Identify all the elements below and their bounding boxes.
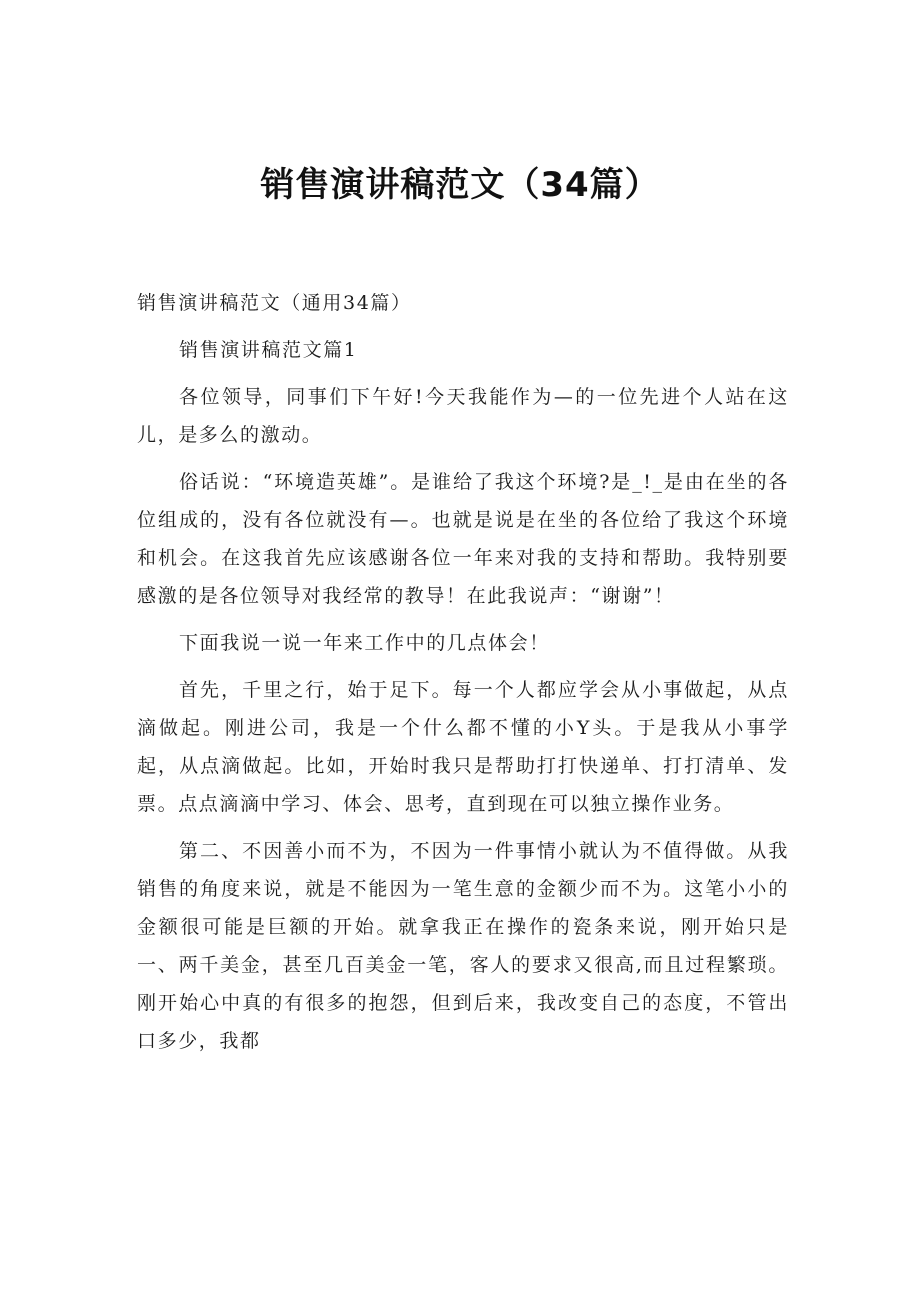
paragraph-first-point: 首先，千里之行，始于足下。每一个人都应学会从小事做起，从点滴做起。刚进公司，我是一个什么都不懂的小Y头。于是我从小事学起，从点滴做起。比如，开始时我只是帮助打打快递单、打打清单、发票。点点滴滴中学习、体会、思考，直到现在可以独立操作业务。 — [137, 679, 789, 815]
paragraph-second-point: 第二、不因善小而不为，不因为一件事情小就认为不值得做。从我销售的角度来说，就是不能因为一笔生意的金额少而不为。这笔小小的金额很可能是巨额的开始。就拿我正在操作的瓷条来说，刚开始只是一、两千美金，甚至几百美金一笔，客人的要求又很高,而且过程繁琐。刚开始心中真的有很多的抱怨，但到后来，我改变自己的态度，不管出口多少，我都 — [137, 840, 789, 1052]
document-subtitle: 销售演讲稿范文（通用34篇） — [137, 292, 412, 314]
paragraph-gratitude: 俗话说：“环境造英雄”。是谁给了我这个环境?是_!_是由在坐的各位组成的，没有各位就没有—。也就是说是在坐的各位给了我这个环境和机会。在这我首先应该感谢各位一年来对我的支持和帮助。我特别要感激的是各位领导对我经常的教导！在此我说声：“谢谢”！ — [137, 471, 789, 607]
document-title: 销售演讲稿范文（34篇） — [260, 164, 660, 205]
document-body — [137, 284, 789, 1069]
section-heading: 销售演讲稿范文篇1 — [179, 339, 358, 361]
paragraph-experience-intro: 下面我说一说一年来工作中的几点体会！ — [179, 632, 550, 654]
paragraph-greeting: 各位领导，同事们下午好!今天我能作为—的一位先进个人站在这儿，是多么的激动。 — [137, 386, 789, 446]
